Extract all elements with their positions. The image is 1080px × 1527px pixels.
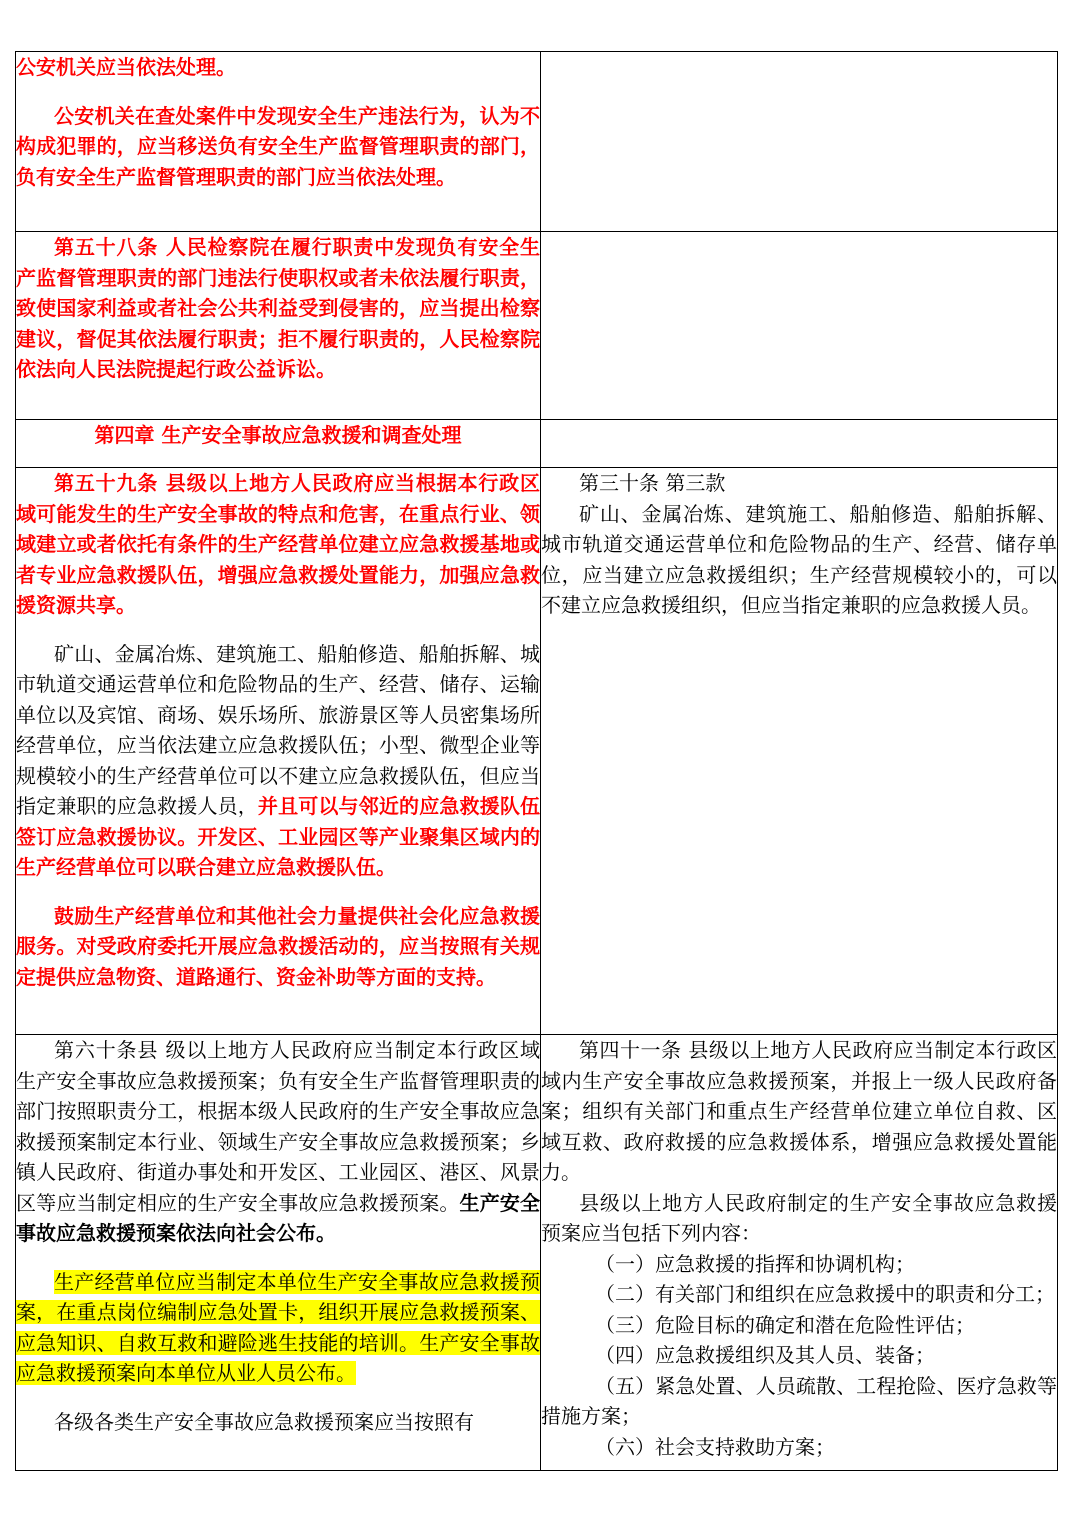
list-item: （四）应急救援组织及其人员、装备； [595, 1343, 935, 1367]
amended-text: 生产安全事故应急救援预案依法向社会公布。 [16, 1190, 541, 1245]
new-law-cell [16, 1035, 541, 1471]
paragraph: 矿山、金属冶炼、建筑施工、船舶修造、船舶拆解、城市轨道交通运营单位和危险物品的生产、经营、储存单位，应当建立应急救援组织；生产经营规模较小的，可以不建立应急救援组织，但应当指定兼职的应急救援人员。 [541, 501, 1057, 617]
comparison-table [15, 51, 1058, 1471]
old-law-cell [541, 1035, 1058, 1471]
paragraph [16, 639, 540, 883]
plain-text: 矿山、金属冶炼、建筑施工、船舶修造、船舶拆解、城市轨道交通运营单位和危险物品的生产、经营、储存、运输单位以及宾馆、商场、娱乐场所、旅游景区等人员密集场所经营单位，应当依法建立应急救援队伍；小型、微型企业等规模较小的生产经营单位可以不建立应急救援队伍，但应当指定兼职的应急救援人员， [16, 641, 540, 818]
old-law-cell [541, 420, 1058, 468]
plain-text: 第六十条县 级以上地方人民政府应当制定本行政区域生产安全事故应急救援预案；负有安全生产监督管理职责的部门按照职责分工，根据本级人民政府的生产安全事故应急救援预案制定本行业、领域生产安全事故应急救援预案；乡镇人民政府、街道办事处和开发区、工业园区、港区、风景区等应当制定相应的生产安全事故应急救援预案。 [16, 1038, 540, 1215]
paragraph: 鼓励生产经营单位和其他社会力量提供社会化应急救援服务。对受政府委托开展应急救援活动的，应当按照有关规定提供应急物资、道路通行、资金补助等方面的支持。 [16, 903, 540, 989]
list-item: （五）紧急处置、人员疏散、工程抢险、医疗急救等措施方案； [541, 1373, 1057, 1428]
new-law-cell [16, 420, 541, 468]
article-30-heading: 第三十条 第三款 [579, 471, 726, 495]
new-law-cell [16, 52, 541, 232]
old-law-cell [541, 232, 1058, 420]
table-row [16, 420, 1058, 468]
new-law-cell [16, 232, 541, 420]
article-41: 第四十一条 县级以上地方人民政府应当制定本行政区域内生产安全事故应急救援预案，并报上一级人民政府备案；组织有关部门和重点生产经营单位建立单位自救、区域互救、政府救援的应急救援体系，增强应急救援处置能力。 [541, 1038, 1057, 1184]
amended-text: 并且可以与邻近的应急救援队伍签订应急救援协议。开发区、工业园区等产业聚集区域内的生产经营单位可以联合建立应急救援队伍。 [16, 794, 541, 879]
list-item: （六）社会支持救助方案； [595, 1434, 835, 1459]
table-row [16, 1035, 1058, 1471]
paragraph: 公安机关应当依法处理。 [16, 55, 236, 79]
list-item: （二）有关部门和组织在应急救援中的职责和分工； [595, 1282, 1055, 1306]
table-row [16, 232, 1058, 420]
paragraph [16, 1267, 540, 1389]
list-item: （三）危险目标的确定和潜在危险性评估； [595, 1312, 975, 1337]
paragraph: 公安机关在查处案件中发现安全生产违法行为，认为不构成犯罪的，应当移送负有安全生产监督管理职责的部门，负有安全生产监督管理职责的部门应当依法处理。 [16, 103, 540, 189]
table-row [16, 468, 1058, 1035]
old-law-cell [541, 52, 1058, 232]
paragraph: 县级以上地方人民政府制定的生产安全事故应急救援预案应当包括下列内容： [541, 1190, 1057, 1245]
highlighted-text: 生产经营单位应当制定本单位生产安全事故应急救援预案，在重点岗位编制应急处置卡，组织开展应急救援预案、应急知识、自救互救和避险逃生技能的培训。生产安全事故应急救援预案向本单位从业人员公布。 [16, 1269, 540, 1385]
article-59: 第五十九条 县级以上地方人民政府应当根据本行政区域可能发生的生产安全事故的特点和危害，在重点行业、领域建立或者依托有条件的生产经营单位建立应急救援基地或者专业应急救援队伍，增强应急救援处置能力，加强应急救援资源共享。 [16, 471, 540, 617]
paragraph: 各级各类生产安全事故应急救援预案应当按照有 [54, 1409, 474, 1434]
article-60 [16, 1035, 540, 1249]
article-58: 第五十八条 人民检察院在履行职责中发现负有安全生产监督管理职责的部门违法行使职权或者未依法履行职责，致使国家利益或者社会公共利益受到侵害的，应当提出检察建议，督促其依法履行职责；拒不履行职责的，人民检察院依法向人民法院提起行政公益诉讼。 [16, 235, 540, 381]
chapter-heading: 第四章 生产安全事故应急救援和调查处理 [94, 423, 462, 447]
list-item: （一）应急救援的指挥和协调机构； [595, 1251, 915, 1276]
new-law-cell [16, 468, 541, 1035]
old-law-cell [541, 468, 1058, 1035]
table-row [16, 52, 1058, 232]
